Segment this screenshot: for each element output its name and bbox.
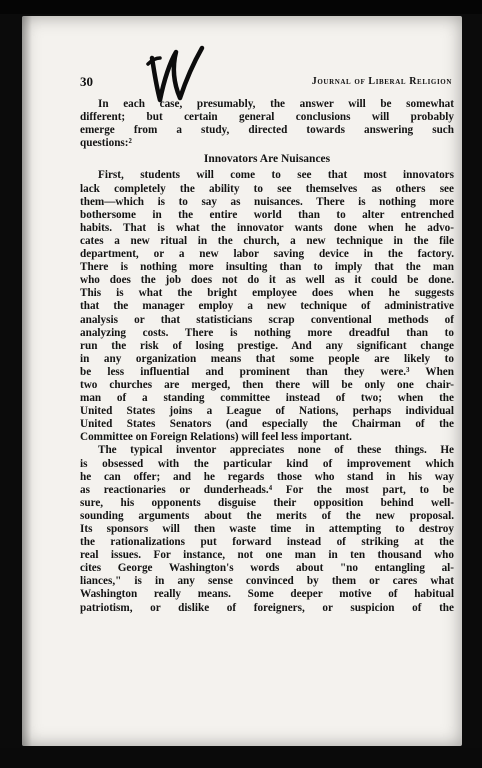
text-line: First, students will come to see that most innovators	[98, 169, 454, 182]
text-line: department, or a new labor saving device in the factory.	[80, 248, 454, 261]
text-line: United States Senators (and especially the Chairman of the	[80, 418, 454, 431]
text-line: bothersome in the entire world than to alter entrenched	[80, 208, 454, 221]
text-line: the rationalizations put forward instead of striking at the	[80, 536, 454, 549]
text-line: United States joins a League of Nations, perhaps individual	[80, 405, 454, 418]
text-line: This is what the bright employee does when he suggests	[80, 287, 454, 300]
text-line: analyzing costs. There is nothing more dreadful than to	[80, 326, 454, 339]
text-line: Its sponsors will then waste time in attempting to destroy	[80, 523, 454, 535]
text-line: sounding arguments about the merits of the new proposal.	[80, 509, 454, 522]
text-line: lack completely the ability to see themselves as others see	[80, 182, 454, 195]
text-line: cates a new ritual in the church, a new technique in the file	[80, 234, 454, 247]
page-number: 30	[80, 74, 93, 89]
text-line: is obsessed with the particular kind of improvement which	[80, 457, 454, 470]
text-line: patriotism, or dislike of foreigners, or suspicion of the	[80, 601, 454, 614]
text-line: Washington really means. Some deeper motive of habitual	[80, 588, 454, 601]
text-line: sure, his opponents disguise their opposition behind well-	[80, 496, 454, 509]
text-line: cites George Washington's words about "no entangling al-	[80, 562, 454, 575]
section-heading: Innovators Are Nuisances	[203, 153, 331, 166]
page-edge-shadow	[22, 16, 32, 746]
text-line: habits. That is what the innovator wants done when he advo-	[80, 221, 454, 234]
text-line: that the manager employ a new technique of administrative	[80, 300, 454, 313]
text-line: run the risk of losing prestige. And any significant change	[80, 339, 454, 352]
text-line: who does the job does not do it as well as it could be done.	[80, 274, 454, 287]
page-header	[80, 74, 452, 94]
text-line: liances," is in any sense convinced by them or cares what	[80, 575, 454, 588]
text-line: The typical inventor appreciates none of these things. He	[98, 444, 454, 457]
document-page	[22, 16, 462, 746]
scan-frame-top	[0, 0, 482, 14]
text-line: be less influential and prominent than they were.³ When	[80, 365, 454, 378]
text-line: There is nothing more insulting than to imply that the man	[80, 261, 454, 274]
text-line: he can offer; and he regards those who stand in his way	[80, 470, 454, 483]
text-line: questions:²	[80, 137, 132, 150]
text-line: as reactionaries or dunderheads.⁴ For the most part, to be	[80, 483, 454, 496]
article-body	[80, 98, 454, 615]
text-line: different; but certain general conclusions will probably	[80, 111, 454, 124]
text-line: analysis or that statisticians scrap conventional methods of	[80, 313, 454, 326]
scan-frame-bottom	[0, 748, 482, 768]
text-line: in any organization means that some people are likely to	[80, 352, 454, 365]
text-line: man of a standing committee instead of two; when the	[80, 392, 454, 405]
text-line: Committee on Foreign Relations) will feel less important.	[80, 431, 352, 444]
running-head: Journal of Liberal Religion	[311, 76, 452, 87]
text-line: two churches are merged, then there will be only one chair-	[80, 378, 454, 391]
text-line: In each case, presumably, the answer will be somewhat	[98, 98, 454, 110]
text-line: emerge from a study, directed towards answering such	[80, 124, 454, 137]
text-line: them—which is to say as nuisances. There is nothing more	[80, 195, 454, 208]
text-line: real issues. For instance, not one man in ten thousand who	[80, 549, 454, 562]
